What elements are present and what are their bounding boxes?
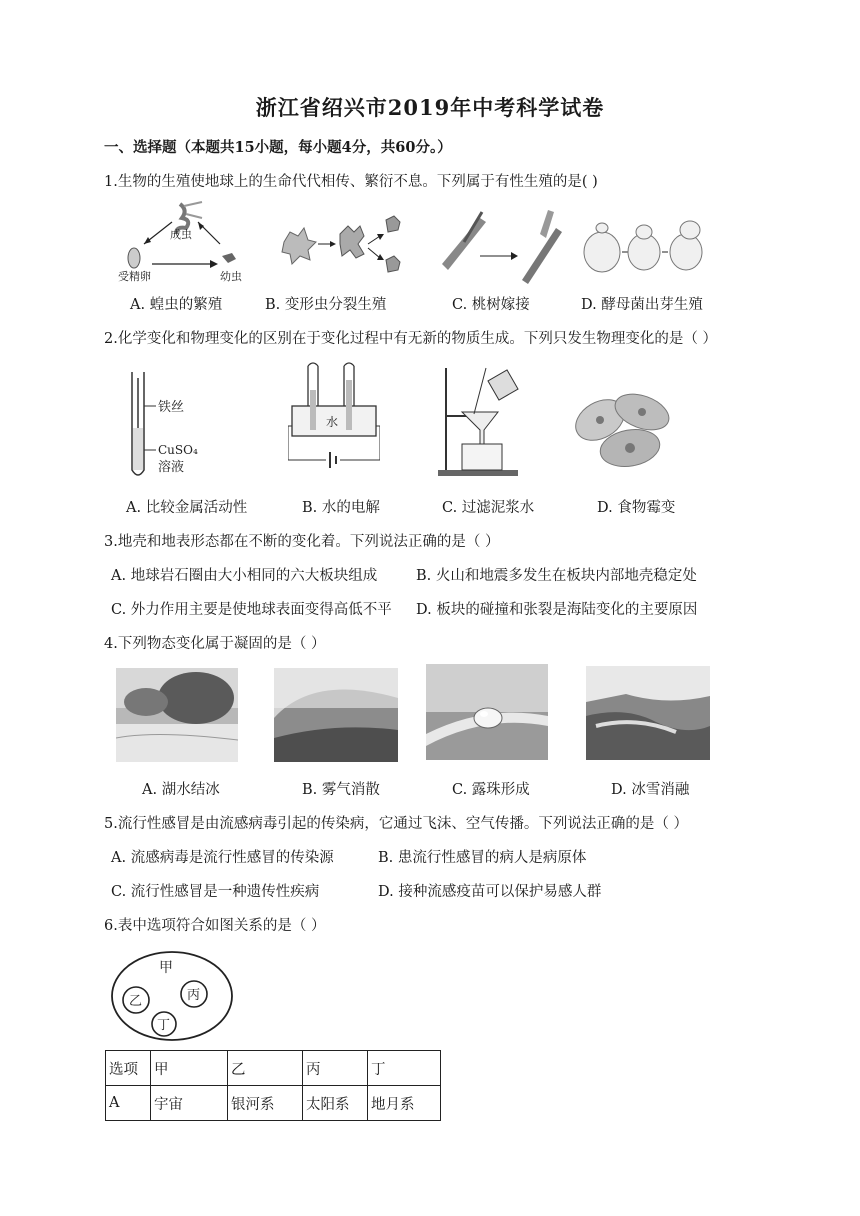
table-row <box>106 1086 441 1121</box>
dew-drop-photo <box>426 664 548 760</box>
wire-label: 铁丝 <box>158 400 185 415</box>
diagram-label-jia: 甲 <box>159 960 173 976</box>
q5-option-c[interactable]: C. 流行性感冒是一种遗传性疾病 <box>111 884 320 900</box>
q1-option-d[interactable]: D. 酵母菌出芽生殖 <box>581 297 703 313</box>
egg-label: 受精卵 <box>118 270 151 283</box>
cuso4-label: CuSO₄ <box>158 443 198 457</box>
locust-lifecycle-figure <box>114 198 244 284</box>
frozen-lake-photo <box>116 668 238 762</box>
section-heading: 一、选择题（本题共15小题，每小题4分，共60分。） <box>104 139 452 156</box>
q3-option-b[interactable]: B. 火山和地震多发生在板块内部地壳稳定处 <box>416 568 697 584</box>
q5-option-b[interactable]: B. 患流行性感冒的病人是病原体 <box>378 850 587 866</box>
q2-option-d[interactable]: D. 食物霉变 <box>597 500 676 516</box>
question-6-stem: 6.表中选项符合如图关系的是（ ） <box>104 918 326 934</box>
adult-label: 成虫 <box>170 228 192 241</box>
set-relation-diagram <box>106 948 238 1044</box>
q4-option-d[interactable]: D. 冰雪消融 <box>611 782 690 798</box>
q1-option-a[interactable]: A. 蝗虫的繁殖 <box>130 297 223 313</box>
q2-option-b[interactable]: B. 水的电解 <box>302 500 380 516</box>
grafting-figure <box>436 204 564 284</box>
q2-option-a[interactable]: A. 比较金属活动性 <box>126 500 248 516</box>
options-table <box>105 1050 441 1121</box>
table-header-cell: 甲 <box>151 1051 228 1086</box>
table-cell: 宇宙 <box>151 1086 228 1121</box>
question-4-stem: 4.下列物态变化属于凝固的是（ ） <box>104 636 326 652</box>
q1-option-b[interactable]: B. 变形虫分裂生殖 <box>265 297 387 313</box>
table-header-cell: 丁 <box>368 1051 441 1086</box>
table-cell: A <box>106 1086 151 1121</box>
q3-option-d[interactable]: D. 板块的碰撞和张裂是海陆变化的主要原因 <box>416 602 698 618</box>
q4-option-b[interactable]: B. 雾气消散 <box>302 782 380 798</box>
table-header-cell: 乙 <box>228 1051 303 1086</box>
question-5-stem: 5.流行性感冒是由流感病毒引起的传染病，它通过飞沫、空气传播。下列说法正确的是（ ） <box>104 816 688 832</box>
table-cell: 银河系 <box>228 1086 303 1121</box>
table-cell: 地月系 <box>368 1086 441 1121</box>
melting-ice-photo <box>586 666 710 760</box>
table-header-row <box>106 1051 441 1086</box>
amoeba-division-figure <box>276 210 408 280</box>
question-1-stem: 1.生物的生殖使地球上的生命代代相传、繁衍不息。下列属于有性生殖的是( ) <box>104 174 598 190</box>
question-3-stem: 3.地壳和地表形态都在不断的变化着。下列说法正确的是（ ） <box>104 534 500 550</box>
water-electrolysis-figure <box>288 360 380 472</box>
metal-activity-figure <box>122 368 218 480</box>
yeast-budding-figure <box>578 208 706 280</box>
fog-dispersing-photo <box>274 668 398 762</box>
table-header-cell: 选项 <box>106 1051 151 1086</box>
filtration-figure <box>434 358 530 478</box>
q5-option-a[interactable]: A. 流感病毒是流行性感冒的传染源 <box>111 850 334 866</box>
solution-label: 溶液 <box>158 460 185 475</box>
water-label: 水 <box>326 415 339 429</box>
table-cell: 太阳系 <box>303 1086 368 1121</box>
diagram-label-ding: 丁 <box>157 1018 171 1033</box>
question-2-stem: 2.化学变化和物理变化的区别在于变化过程中有无新的物质生成。下列只发生物理变化的是（ ） <box>104 331 717 347</box>
larva-label: 幼虫 <box>220 270 242 283</box>
q4-option-a[interactable]: A. 湖水结冰 <box>142 782 220 798</box>
page-title: 浙江省绍兴市2019年中考科学试卷 <box>255 95 605 120</box>
q3-option-a[interactable]: A. 地球岩石圈由大小相同的六大板块组成 <box>111 568 378 584</box>
q1-option-c[interactable]: C. 桃树嫁接 <box>452 297 530 313</box>
moldy-food-figure <box>570 384 678 474</box>
q3-option-c[interactable]: C. 外力作用主要是使地球表面变得高低不平 <box>111 602 392 618</box>
q4-option-c[interactable]: C. 露珠形成 <box>452 782 530 798</box>
table-header-cell: 丙 <box>303 1051 368 1086</box>
q2-option-c[interactable]: C. 过滤泥浆水 <box>442 500 535 516</box>
q5-option-d[interactable]: D. 接种流感疫苗可以保护易感人群 <box>378 884 602 900</box>
diagram-label-bing: 丙 <box>187 988 201 1003</box>
diagram-label-yi: 乙 <box>129 994 143 1009</box>
